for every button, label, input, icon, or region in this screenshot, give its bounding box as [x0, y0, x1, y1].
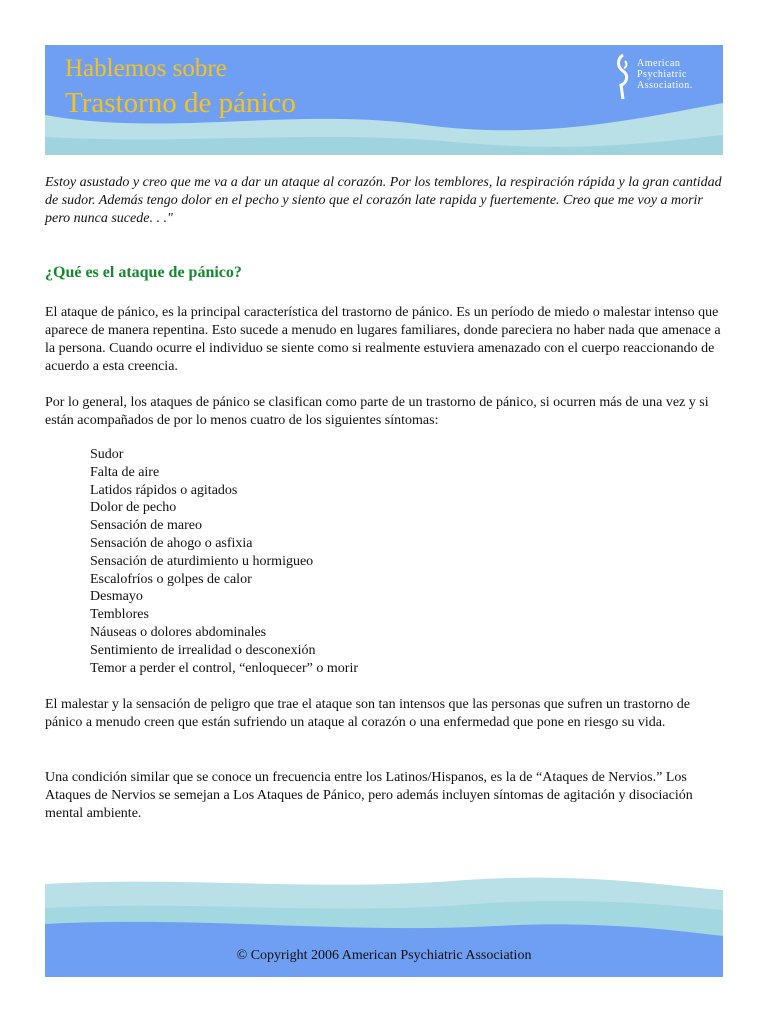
list-item: Escalofríos o golpes de calor [90, 571, 252, 587]
list-item: Sensación de ahogo o asfixia [90, 535, 253, 551]
list-item: Dolor de pecho [90, 500, 177, 516]
copyright-text: © Copyright 2006 American Psychiatric Association [236, 948, 532, 963]
list-item: Sensación de mareo [90, 518, 202, 534]
apa-logo [613, 53, 718, 101]
list-item: Náuseas o dolores abdominales [90, 624, 267, 640]
section-heading: ¿Qué es el ataque de pánico? [45, 264, 242, 281]
logo-line-3: Association. [637, 80, 693, 91]
header-banner [45, 45, 723, 155]
list-item: Sensación de aturdimiento u hormigueo [90, 553, 314, 569]
list-item: Temor a perder el control, “enloquecer” o morir [90, 660, 359, 676]
paragraph-heart-attack: El malestar y la sensación de peligro que trae el ataque son tan intensos que las personas que sufren un trastorno de pánico a menudo creen que están sufriendo un ataque al corazón o una enfermedad que pone en riesgo su vida. [45, 697, 690, 730]
list-item: Temblores [90, 607, 149, 623]
paragraph-ataques-de-nervios: Una condición similar que se conoce un frecuencia entre los Latinos/Hispanos, es la de “Ataques de Nervios.” Los Ataques de Nervios se semejan a Los Ataques de Pánico, pero además incluyen síntomas de agitación y disociación mental ambiente. [45, 770, 693, 821]
banner-title-line1: Hablemos sobre [65, 55, 227, 82]
list-item: Latidos rápidos o agitados [90, 482, 238, 498]
banner-title-line2: Trastorno de pánico [65, 87, 296, 119]
list-item: Sentimiento de irrealidad o desconexión [90, 642, 316, 658]
logo-line-1: American [637, 58, 681, 69]
paragraph-definition: El ataque de pánico, es la principal característica del trastorno de pánico. Es un período de miedo o malestar intenso que aparece de manera repentina. Esto sucede a menudo en lugares familiares, donde pareciera no haber nada que amenace a la persona. Cuando ocurre el individuo se siente como si realmente estuviera amenazado con el cuerpo reaccionando de acuerdo a esta creencia. [45, 305, 721, 374]
footer-banner [45, 872, 723, 977]
symptom-list [90, 446, 358, 677]
paragraph-classification: Por lo general, los ataques de pánico se clasifican como parte de un trastorno de pánico, si ocurren más de una vez y si están acompañados de por lo menos cuatro de los siguientes síntomas: [45, 395, 709, 428]
logo-line-2: Psychiatric [637, 69, 687, 80]
list-item: Falta de aire [90, 464, 160, 480]
patient-quote: Estoy asustado y creo que me va a dar un ataque al corazón. Por los temblores, la respiración rápida y la gran cantidad de sudor. Además tengo dolor en el pecho y siento que el corazón late rapida y fuertemente. Creo que me voy a morir pero nunca sucede. . ." [45, 175, 722, 226]
list-item: Sudor [90, 447, 124, 462]
list-item: Desmayo [90, 589, 143, 605]
apa-logo-icon [613, 53, 633, 101]
